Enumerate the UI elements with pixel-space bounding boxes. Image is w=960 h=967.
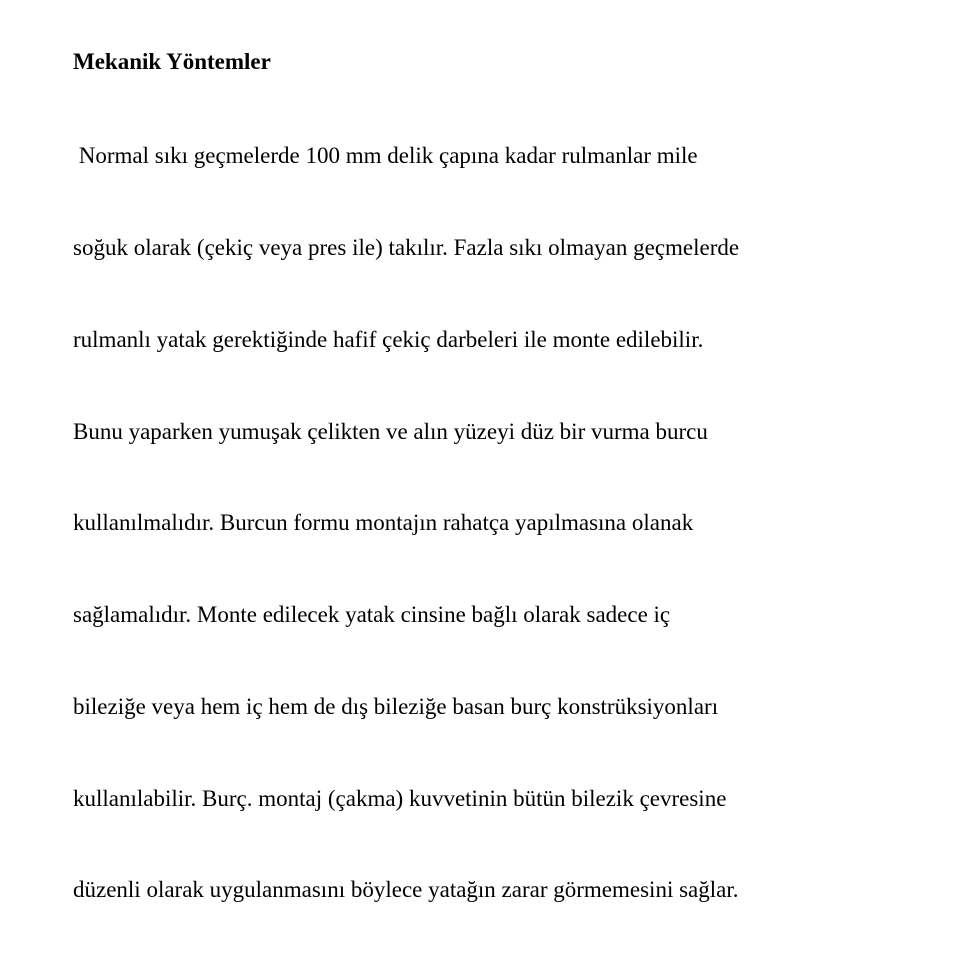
paragraph-line: sağlamalıdır. Monte edilecek yatak cinsine bağlı olarak sadece iç (73, 602, 671, 628)
paragraph-line: Bunu yaparken yumuşak çelikten ve alın yüzeyi düz bir vurma burcu (73, 418, 708, 444)
paragraph-line: rulmanlı yatak gerektiğinde hafif çekiç darbeleri ile monte edilebilir. (73, 326, 704, 352)
slide-heading: Mekanik Yöntemler (73, 49, 271, 74)
paragraph-line: kullanılabilir. Burç. montaj (çakma) kuvvetinin bütün bilezik çevresine (73, 785, 727, 811)
paragraph-line: bileziğe veya hem iç hem de dış bileziğe basan burç konstrüksiyonları (73, 693, 719, 719)
paragraph-line: soğuk olarak (çekiç veya pres ile) takılır. Fazla sıkı olmayan geçmelerde (73, 234, 740, 260)
paragraph-line: Normal sıkı geçmelerde 100 mm delik çapına kadar rulmanlar mile (73, 143, 698, 169)
text-content (73, 46, 903, 967)
paragraph-line: düzenli olarak uygulanmasını böylece yatağın zarar görmemesini sağlar. (73, 877, 739, 903)
paragraph-line: kullanılmalıdır. Burcun formu montajın rahatça yapılmasına olanak (73, 510, 694, 536)
body-paragraph (73, 80, 903, 967)
